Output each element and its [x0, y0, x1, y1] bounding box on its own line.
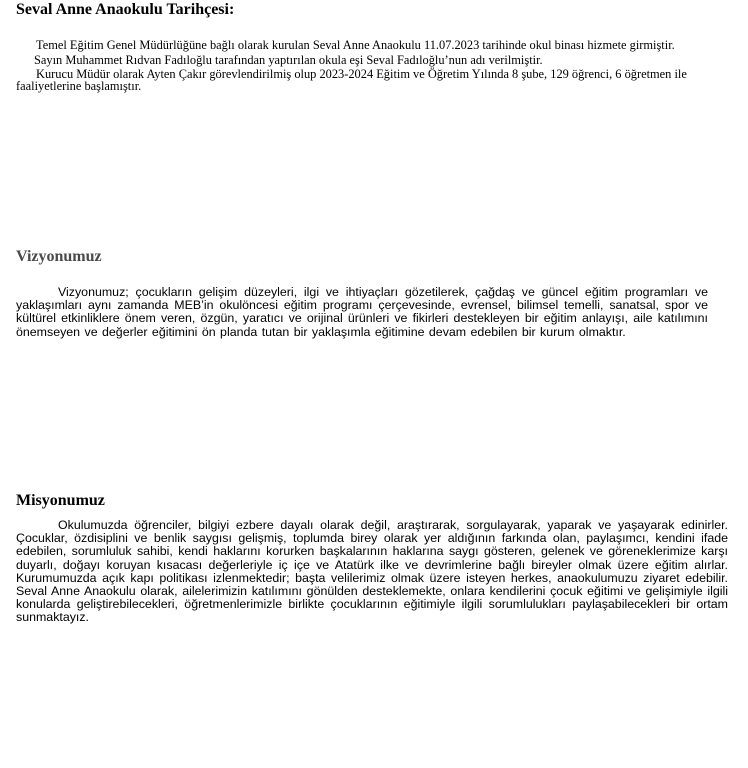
history-body	[16, 40, 734, 92]
mission-section	[16, 492, 732, 661]
vision-title: Vizyonumuz	[16, 248, 102, 265]
history-paragraph: Temel Eğitim Genel Müdürlüğüne bağlı olarak kurulan Seval Anne Anaokulu 11.07.2023 tarihinde okul binası hizmete girmiştir.	[36, 38, 675, 52]
history-paragraph: Sayın Muhammet Rıdvan Fadıloğlu tarafından yaptırılan okula eşi Seval Fadıloğlu’nun adı verilmiştir.	[34, 52, 543, 67]
history-title: Seval Anne Anaokulu Tarihçesi:	[16, 1, 235, 18]
history-paragraph: Kurucu Müdür olarak Ayten Çakır görevlendirilmiş olup 2023-2024 Eğitim ve Öğretim Yılında 8 şube, 129 öğrenci, 6 öğretmen ile faaliyetlerine başlamıştır.	[16, 67, 687, 93]
mission-body-wrap	[16, 519, 732, 661]
history-section	[16, 1, 732, 92]
vision-section	[16, 248, 732, 339]
vision-body: Vizyonumuz; çocukların gelişim düzeyleri, ilgi ve ihtiyaçları gözetilerek, çağdaş ve güncel eğitim programları ve yaklaşımları aynı zamanda MEB’in okulöncesi eğitim programı çerçevesinde, evrensel, bilimsel temelli, sanatsal, spor ve kültürel etkinliklere önem veren, özgün, yaratıcı ve orijinal ürünleri ve fikirleri destekleyen bir eğitim anlayışı, aile katılımını önemseyen ve değerler eğitimini ön planda tutan bir yaklaşımla eğitimine devam edebilen bir kurum olmaktır.	[16, 285, 708, 339]
mission-title: Misyonumuz	[16, 492, 105, 509]
mission-body: Okulumuzda öğrenciler, bilgiyi ezbere dayalı olarak değil, araştırarak, sorgulayarak, yaparak ve yaşayarak edinirler. Çocuklar, özdisiplini ve benlik saygısı gelişmiş, toplumda birey olarak yer aldığının farkında olan, paylaşımcı, kendini ifade edebilen, sorumluluk sahibi, kendi haklarını korurken başkalarının haklarına saygı gösteren, gelenek ve göreneklerimize karşı duyarlı, doğayı koruyan kısacası değerleriyle iç içe ve Atatürk ilke ve devrimlerine bağlı bireyler olmak üzere eğitim alırlar. Kurumumuzda açık kapı politikası izlenmektedir; başta velilerimiz olmak üzere isteyen herkes, anaokulumuzu ziyaret edebilir. Seval Anne Anaokulu olarak, ailelerimizin katılımını gönülden desteklemekte, onlara kendilerini çocuk eğitimi ve gelişimiyle ilgili konularda geliştirebilecekleri, öğretmenlerimizle birlikte çocuklarının eğitimiyle ilgili sorumlulukları paylaşabilecekleri bir ortam sunmaktayız.	[16, 519, 728, 625]
